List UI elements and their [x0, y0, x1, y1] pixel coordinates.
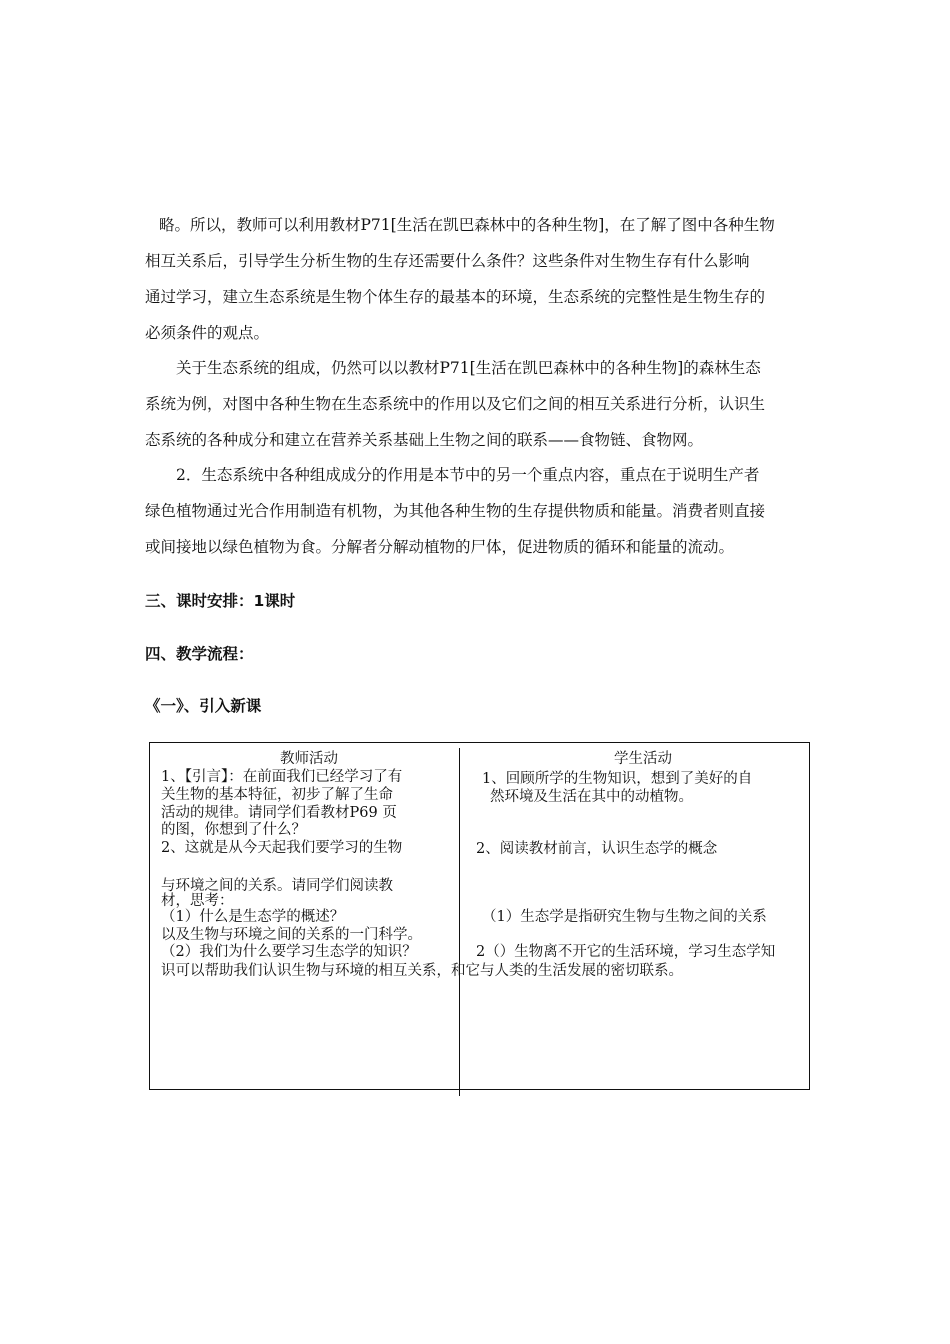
intro-paragraph: [145, 207, 810, 351]
text-line: 2．生态系统中各种组成成分的作用是本节中的另一个重点内容，重点在于说明生产者: [176, 466, 760, 484]
text-line: 系统为例，对图中各种生物在生态系统中的作用以及它们之间的相互关系进行分析，认识生: [145, 395, 766, 413]
teacher-text-line: 识可以帮助我们认识生物与环境的相互关系，和它与人类的生活发展的密切联系。: [161, 963, 683, 979]
text-line: 通过学习，建立生态系统是生物个体生存的最基本的环境，生态系统的完整性是生物生存的: [145, 288, 766, 306]
teacher-text-line: 材，思考：: [161, 893, 234, 909]
student-text-line: 2（）生物离不开它的生活环境，学习生态学知: [476, 944, 776, 960]
teacher-text-line: 与环境之间的关系。请同学们阅读教: [161, 878, 393, 894]
subsection1-heading: 《一》、引入新课: [145, 697, 262, 715]
table-column-divider: [459, 748, 460, 1096]
teacher-text-line: 1、【引言】：在前面我们已经学习了有: [161, 769, 403, 785]
teacher-text-line: 的图，你想到了什么？: [161, 822, 306, 838]
teacher-text-line: 以及生物与环境之间的关系的一门科学。: [161, 927, 422, 943]
student-text-line: （1）生态学是指研究生物与生物之间的关系: [482, 909, 767, 925]
teacher-text-line: 2、这就是从今天起我们要学习的生物: [161, 840, 403, 856]
section3-heading: 三、课时安排：1课时: [145, 592, 296, 610]
teacher-text-line: （2）我们为什么要学习生态学的知识？: [161, 944, 417, 960]
text-line: 相互关系后，引导学生分析生物的生存还需要什么条件？这些条件对生物生存有什么影响: [145, 252, 750, 270]
text-line: 绿色植物通过光合作用制造有机物，为其他各种生物的生存提供物质和能量。消费者则直接: [145, 502, 766, 520]
student-header: 学生活动: [614, 751, 672, 767]
text-line: 态系统的各种成分和建立在营养关系基础上生物之间的联系——食物链、食物网。: [145, 431, 704, 449]
student-text-line: 然环境及生活在其中的动植物。: [490, 789, 693, 805]
point2-paragraph: [145, 457, 810, 565]
text-line: 略。所以，教师可以利用教材P71[生活在凯巴森林中的各种生物]，在了解了图中各种生物: [159, 216, 775, 234]
teacher-text-line: 关生物的基本特征，初步了解了生命: [161, 787, 393, 803]
teacher-text-line: 活动的规律。请同学们看教材P69 页: [161, 805, 397, 821]
student-text-line: 2、阅读教材前言，认识生态学的概念: [476, 841, 718, 857]
composition-paragraph: [145, 350, 810, 458]
section4-heading: 四、教学流程：: [145, 645, 254, 663]
teacher-header: 教师活动: [280, 751, 338, 767]
text-line: 必须条件的观点。: [145, 324, 270, 342]
student-text-line: 1、回顾所学的生物知识，想到了美好的自: [482, 771, 753, 787]
text-line: 关于生态系统的组成，仍然可以以教材P71[生活在凯巴森林中的各种生物]的森林生态: [176, 359, 761, 377]
teacher-text-line: （1）什么是生态学的概述？: [161, 909, 345, 925]
text-line: 或间接地以绿色植物为食。分解者分解动植物的尸体，促进物质的循环和能量的流动。: [145, 538, 735, 556]
